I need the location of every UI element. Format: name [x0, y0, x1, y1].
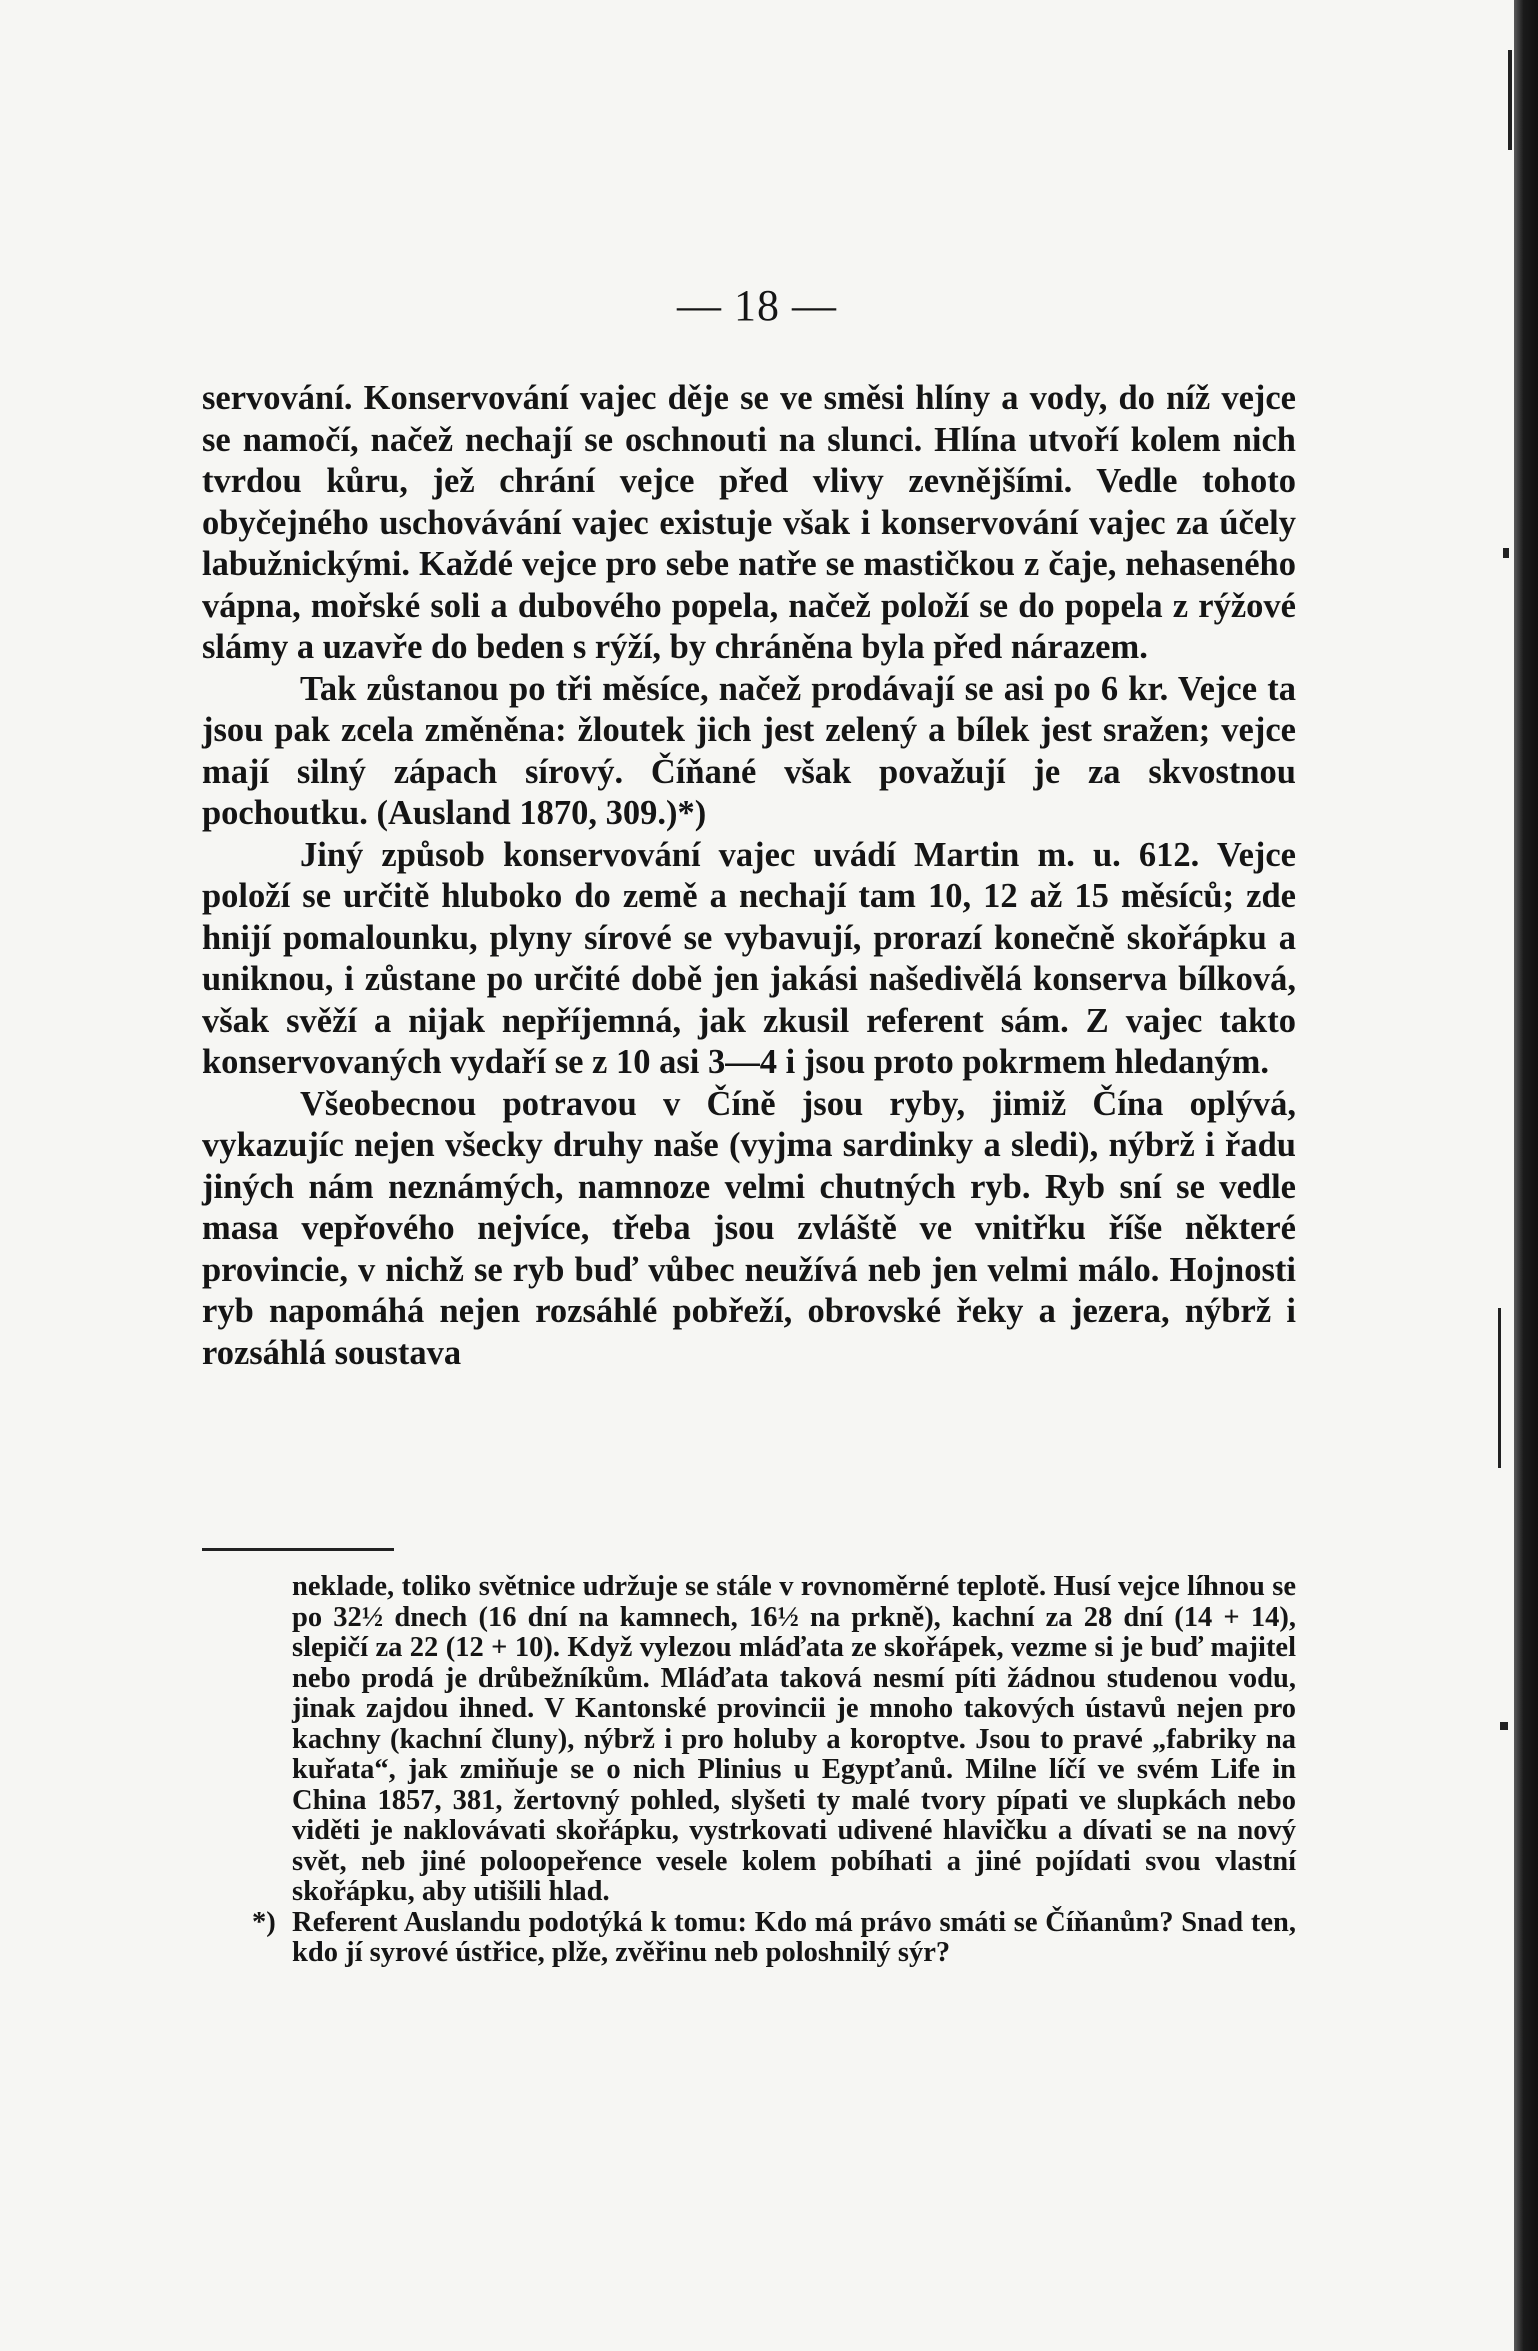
paragraph: Jiný způsob konservování vajec uvádí Martin m. u. 612. Vejce položí se určitě hluboko do země a nechají tam 10, 12 až 15 měsíců; zde hnijí pomalounku, plyny sírové se vybavují, prorazí konečně skořápku a uniknou, i zůstane po určité době jen jakási našedivělá konserva bílková, však svěží a nijak nepříjemná, jak zkusil referent sám. Z vajec takto konservovaných vydaří se z 10 asi 3—4 i jsou proto pokrmem hledaným. — [202, 835, 1296, 1081]
scan-mark — [1500, 1722, 1508, 1730]
paragraph: servování. Konservování vajec děje se ve směsi hlíny a vody, do níž vejce se namočí, načež nechají se oschnouti na slunci. Hlína utvoří kolem nich tvrdou kůru, jež chrání vejce před vlivy zevnějšími. Vedle tohoto obyčejného uschovávání vajec existuje však i konservování vajec za účely labužnickými. Každé vejce pro sebe natře se mastičkou z čaje, nehaseného vápna, mořské soli a dubového popela, načež položí se do popela z rýžové slámy a uzavře do beden s rýží, by chráněna byla před nárazem. — [202, 379, 1296, 666]
scan-mark — [1503, 548, 1509, 558]
paragraph: Všeobecnou potravou v Číně jsou ryby, jimiž Čína oplývá, vykazujíc nejen všecky druhy naše (vyjma sardinky a sledi), nýbrž i řadu jiných nám neznámých, namnoze velmi chutných ryb. Ryb sní se vedle masa vepřového nejvíce, třeba jsou zvláště ve vnitřku říše některé provincie, v nichž se ryb buď vůbec neužívá neb jen velmi málo. Hojnosti ryb napomáhá nejen rozsáhlé pobřeží, obrovské řeky a jezera, nýbrž i rozsáhlá soustava — [202, 1084, 1296, 1372]
footnotes — [252, 1571, 1296, 1969]
footnote-star-text: Referent Auslandu podotýká k tomu: Kdo má právo smáti se Číňanům? Snad ten, kdo jí syrové ústřice, plže, zvěřinu neb poloshnilý sýr? — [292, 1906, 1296, 1968]
footnote-star — [252, 1906, 1296, 1969]
scan-mark — [1498, 1308, 1501, 1468]
page-number: — 18 — — [677, 281, 837, 330]
scan-mark — [1508, 50, 1512, 150]
paragraph: Tak zůstanou po tři měsíce, načež prodávají se asi po 6 kr. Vejce ta jsou pak zcela změněna: žloutek jich jest zelený a bílek jest sražen; vejce mají silný zápach sírový. Číňané však považují je za skvostnou pochoutku. (Ausland 1870, 309.)*) — [202, 669, 1296, 832]
body-text — [202, 378, 1296, 1374]
page-edge — [1514, 0, 1538, 2351]
footnote-separator — [202, 1548, 394, 1551]
footnote-marker: *) — [252, 1906, 276, 1938]
footnote-continued: neklade, toliko světnice udržuje se stále v rovnoměrné teplotě. Husí vejce líhnou se po 32½ dnech (16 dní na kamnech, 16½ na prkně), kachní za 28 dní (14 + 14), slepičí za 22 (12 + 10). Když vylezou mláďata ze skořápek, vezme si je buď majitel nebo prodá je drůbežníkům. Mláďata taková nesmí píti žádnou studenou vodu, jinak zajdou ihned. V Kantonské provincii je mnoho takových ústavů nejen pro kachny (kachní čluny), nýbrž i pro holuby a koroptve. Jsou to pravé „fabriky na kuřata“, jak zmiňuje se o nich Plinius u Egypťanů. Milne líčí ve svém Life in China 1857, 381, žertovný pohled, slyšeti ty malé tvory pípati ve slupkách nebo viděti je naklovávati skořápku, vystrkovati udivené hlavičku a dívati se na nový svět, neb jiné poloopeřence vesele kolem pobíhati a jiné pojídati svou vlastní skořápku, aby utišili hlad. — [292, 1571, 1296, 1907]
